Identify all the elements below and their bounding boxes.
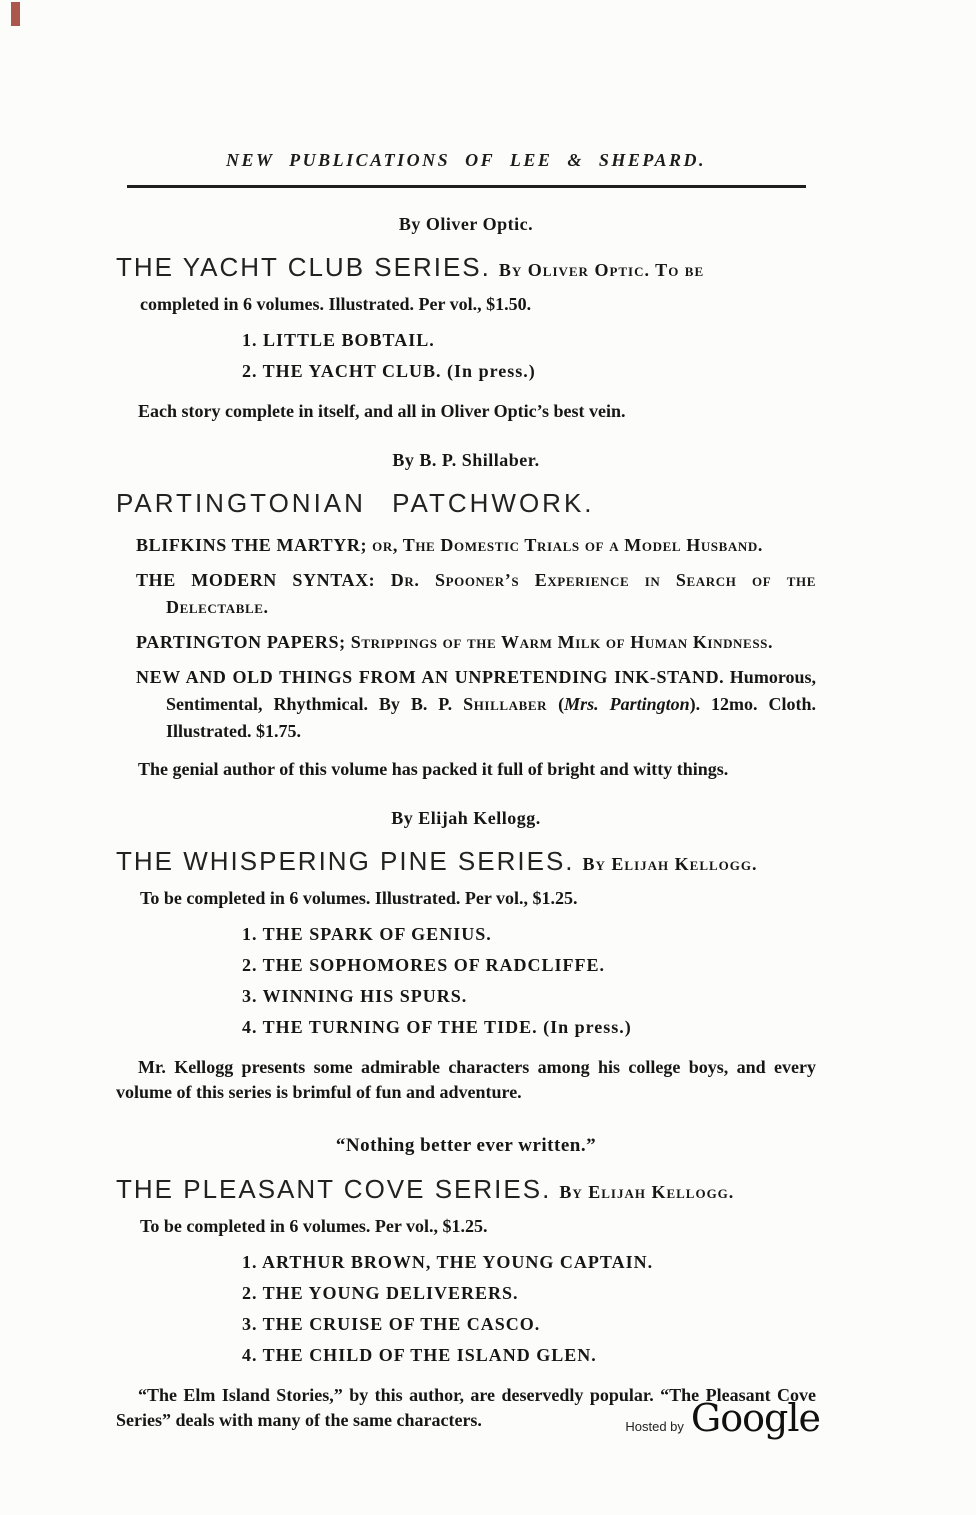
series-title-pleasant-cove: THE PLEASANT COVE SERIES.: [116, 1174, 552, 1204]
book-list-item: 2. THE YACHT CLUB. (In press.): [242, 361, 536, 381]
series-heading: [116, 1173, 816, 1210]
book-list: [242, 919, 816, 1043]
section-whispering-pine-series: [116, 808, 816, 1105]
section-partingtonian-patchwork: [116, 450, 816, 782]
series-entry: BLIFKINS THE MARTYR; or, The Domestic Trials of a Model Husband.: [136, 535, 763, 555]
series-heading-line2: completed in 6 volumes. Illustrated. Per vol., $1.50.: [140, 294, 532, 314]
pen-name-italic: Mrs. Partington: [564, 694, 690, 714]
series-title-yacht-club: THE YACHT CLUB SERIES.: [116, 252, 491, 282]
book-list-item: 4. THE CHILD OF THE ISLAND GLEN.: [242, 1345, 597, 1365]
series-entry: THE MODERN SYNTAX: Dr. Spooner’s Experience in Search of the Delectable.: [136, 570, 816, 617]
entry-text: Humorous, Sentimental, Rhythmical. By B. P.: [166, 667, 816, 714]
running-head: NEW PUBLICATIONS OF LEE & SHEPARD.: [225, 150, 707, 170]
series-title-whispering-pine: THE WHISPERING PINE SERIES.: [116, 846, 575, 876]
series-note: Each story complete in itself, and all in Oliver Optic’s best vein.: [138, 401, 626, 421]
book-list-item: 3. WINNING HIS SPURS.: [242, 986, 468, 1006]
series-heading: [116, 251, 816, 288]
series-note: Mr. Kellogg presents some admirable characters among his college boys, and every volume of this series is brimful of fun and adventure.: [116, 1057, 816, 1102]
series-heading-line2: To be completed in 6 volumes. Per vol., $1.25.: [140, 1216, 488, 1236]
google-logo: Google: [690, 1396, 820, 1440]
series-note: “The Elm Island Stories,” by this author, are deservedly popular. “The Pleasant Cove Series” deals with many of the same characters.: [116, 1385, 816, 1430]
entry-text: ). 12mo. Cloth. Illustrated. $1.75.: [166, 694, 817, 741]
byline-kellogg: By Elijah Kellogg.: [391, 808, 541, 828]
review-quote: “Nothing better ever written.”: [335, 1135, 597, 1156]
scan-artifact: [11, 2, 20, 26]
series-entry: [136, 664, 816, 745]
book-list-item: 1. ARTHUR BROWN, THE YOUNG CAPTAIN.: [242, 1252, 654, 1272]
series-heading: [116, 845, 816, 882]
series-heading-continuation: By Elijah Kellogg.: [559, 1182, 735, 1202]
byline-oliver-optic: By Oliver Optic.: [398, 214, 534, 234]
series-entry: PARTINGTON PAPERS; Strippings of the Warm Milk of Human Kindness.: [136, 632, 774, 652]
series-heading-continuation: By Oliver Optic. To be: [498, 260, 705, 280]
entry-head: NEW AND OLD THINGS FROM AN UNPRETENDING INK-STAND.: [136, 667, 725, 687]
series-title-partingtonian: PARTINGTONIAN PATCHWORK.: [116, 488, 595, 518]
book-list-item: 1. THE SPARK OF GENIUS.: [242, 924, 492, 944]
entry-text: (: [547, 694, 565, 714]
book-list-item: 3. THE CRUISE OF THE CASCO.: [242, 1314, 541, 1334]
google-books-watermark: [625, 1396, 820, 1440]
series-heading-continuation: By Elijah Kellogg.: [582, 854, 758, 874]
section-pleasant-cove-series: [116, 1135, 816, 1433]
author-name: Shillaber: [463, 694, 548, 714]
header-rule: [127, 185, 806, 188]
series-heading-line2: To be completed in 6 volumes. Illustrated. Per vol., $1.25.: [140, 888, 578, 908]
page-content: [116, 150, 816, 1433]
book-list: [242, 1247, 816, 1371]
byline-shillaber: By B. P. Shillaber.: [392, 450, 540, 470]
book-list-item: 2. THE YOUNG DELIVERERS.: [242, 1283, 519, 1303]
series-note: The genial author of this volume has packed it full of bright and witty things.: [138, 759, 729, 779]
section-yacht-club-series: [116, 214, 816, 424]
book-list-item: 2. THE SOPHOMORES OF RADCLIFFE.: [242, 955, 606, 975]
book-list-item: 4. THE TURNING OF THE TIDE. (In press.): [242, 1017, 632, 1037]
hosted-by-label: Hosted by: [625, 1419, 684, 1434]
series-heading: [116, 487, 816, 524]
book-list: [242, 325, 816, 387]
book-list-item: 1. LITTLE BOBTAIL.: [242, 330, 435, 350]
